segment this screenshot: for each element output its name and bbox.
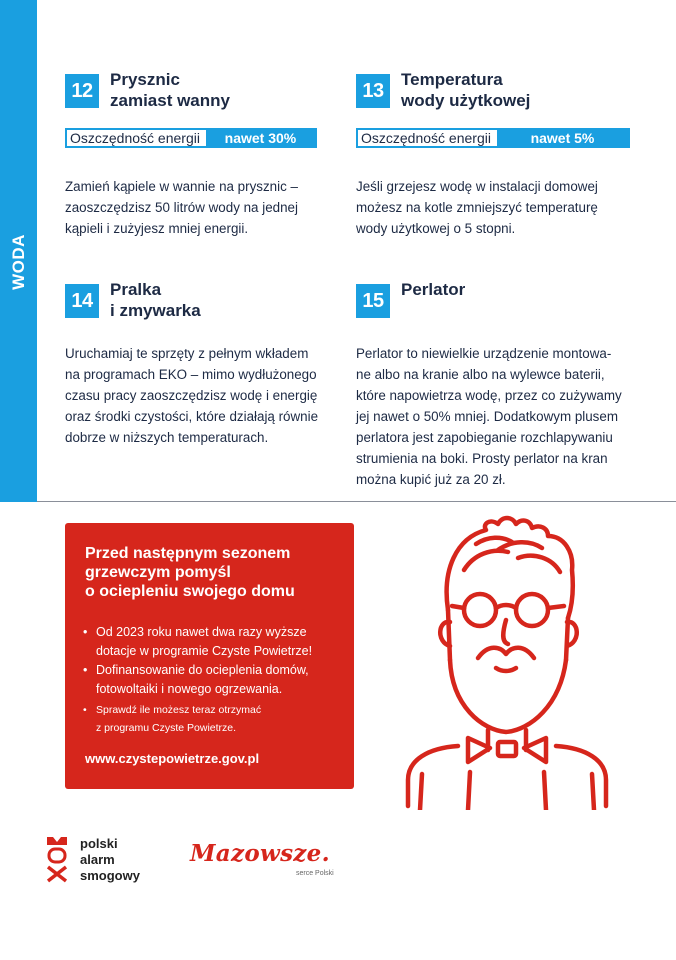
energy-savings-bar — [65, 128, 317, 148]
tip-number: 14 — [65, 284, 99, 318]
promo-url-link[interactable]: www.czystepowietrze.gov.pl — [85, 751, 260, 766]
tip-number: 12 — [65, 74, 99, 108]
tip-description: Uruchamiaj te sprzęty z pełnym wkładem na programach EKO – mimo wydłużonego czasu pracy zaoszczędzisz wodę i energię oraz środki czystości, które działają równie dobrze w niższych temperaturach. — [65, 346, 319, 445]
tip-15 — [356, 279, 636, 323]
promo-title: Przed następnym sezonem grzewczym pomyśl o ociepleniu swojego domu — [85, 545, 295, 600]
tip-title: Pralka i zmywarka — [110, 280, 201, 320]
tip-title: Prysznic zamiast wanny — [110, 70, 230, 110]
polski-alarm-smogowy-logo — [44, 835, 174, 887]
energy-label: Oszczędność energii — [70, 130, 200, 146]
tip-description: Zamień kąpiele w wannie na prysznic – zaoszczędzisz 50 litrów wody na jednej kąpieli i zużyjesz mniej energii. — [65, 179, 298, 236]
tip-12 — [65, 69, 345, 113]
psa-wordmark: polski alarm smogowy — [80, 836, 140, 883]
mazowsze-tagline: serce Polski — [296, 870, 334, 877]
promo-bullet-list — [83, 623, 312, 737]
list-item: • Dofinansowanie do ocieplenia domów, fotowoltaiki i nowego ogrzewania. — [83, 661, 312, 699]
energy-value: nawet 5% — [497, 130, 628, 146]
section-label — [0, 232, 37, 292]
promo-box — [65, 523, 354, 789]
tip-description: Jeśli grzejesz wodę w instalacji domowej możesz na kotle zmniejszyć temperaturę wody użytkowej o 5 stopni. — [356, 179, 598, 236]
section-divider — [37, 501, 676, 502]
list-item: • Od 2023 roku nawet dwa razy wyższe dotacje w programie Czyste Powietrze! — [83, 623, 312, 661]
bearded-man-illustration — [378, 510, 640, 810]
energy-value: nawet 30% — [206, 130, 315, 146]
tip-description: Perlator to niewielkie urządzenie montowa- ne albo na kranie albo na wylewce baterii, które napowietrza wodę, przez co zużywamy jej nawet o 50% mniej. Dodatkowym plusem perlatora jest zapobieganie rozchlapywaniu strumienia na boki. Prosty perlator na kran można kupić już za 20 zł. — [356, 346, 622, 487]
tip-number: 13 — [356, 74, 390, 108]
tip-13 — [356, 69, 636, 113]
tip-number: 15 — [356, 284, 390, 318]
tip-title: Temperatura wody użytkowej — [401, 70, 531, 110]
energy-savings-bar — [356, 128, 630, 148]
energy-label: Oszczędność energii — [361, 130, 491, 146]
mazowsze-wordmark: Mazowsze. — [190, 840, 330, 867]
psa-emblem-icon — [44, 835, 70, 883]
list-item: • Sprawdź ile możesz teraz otrzymać z programu Czyste Powietrze. — [83, 701, 312, 737]
mazowsze-logo — [190, 840, 360, 880]
tip-14 — [65, 279, 345, 323]
tip-title: Perlator — [401, 280, 466, 299]
section-label-text: WODA — [8, 234, 28, 290]
